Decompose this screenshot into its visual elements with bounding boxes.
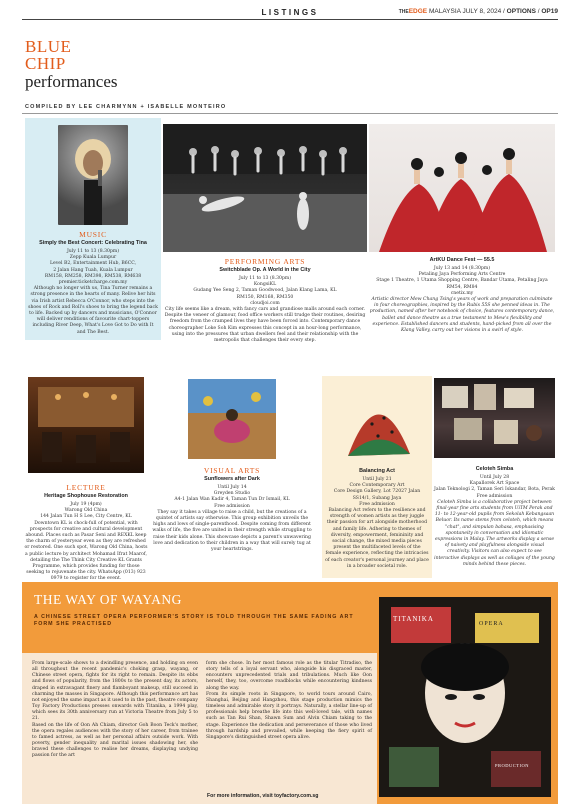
- music-category: MUSIC: [79, 230, 107, 239]
- visual-event: Sunflowers after Dark: [204, 476, 260, 482]
- title-line-2: CHIP: [25, 54, 66, 73]
- lecture-photo: [28, 377, 144, 473]
- wayang-column-1: From large-scale shows to a dwindling presence, and holding on even all throughout the recent pandemic's choking grasp, wayang, or Chinese street opera, fights for its right to remain. Despite its ebbs and flows of popularity, from the 1800s to the present day, its actors, draped in extravagant finery and flamboyant makeup, still succeed in charming the masses in Singapore. Although this performance art has not enjoyed the same impact as it used to in the past, theatre company Toy Factory Productions presses onwards with Titanika, a 1994 play, which sees its 30th anniversary run at Victoria Theatre from July 5 to 21. Based on the life of Oon Ah Chiam, director Goh Boon Teck's mother, the opera regales audiences with the story of her career, from trainee to famed actress, as well as her personal affairs outside work. With poverty, gender inequality and marital issues shadowing her, she braved these challenges to realise her dreams, displaying undying passion for the art: [32, 661, 198, 759]
- wayang-column-2: form she chose. In her most famous role as the titular Titradiso, the story tells of a loyal servant who, alongside his disgraced master, encounters unprecedented trials and tribulations. Much like Oon herself, they, too, overcome roadblocks while encountering kindness along the way. From its simple roots in Singapore, to world tours around Cairo, Shanghai, Beijing and Hangzhou, this stage production mimics the timeless and admirable story it portrays. Naturally, a stellar line-up of professionals help breathe life into this well-loved tale, with names such as Tan Rui Shan, Shawn Sum and Alvin Chiam taking to the stage. Experience the dedication and perseverance of those who lived through hardship and prevailed, while keeping the fiery spirit of Singapore's distinguished street opera alive.: [206, 661, 372, 740]
- performing-date: July 11 to 13 (8.30pm): [238, 276, 292, 281]
- artku-event: ArtKU Dance Fest — 55.5: [429, 257, 495, 263]
- balancing-details: [325, 477, 429, 570]
- music-price: RM158, RM258, RM398, RM538, RM638: [44, 273, 142, 279]
- visual-address: A4-1 Jalan Wan Kadir 4, Taman Tun Dr Ismail, KL: [174, 497, 290, 503]
- celoteh-event: Celoteh Simba: [475, 466, 514, 472]
- page-number: OP19: [541, 8, 558, 15]
- performing-site: cloudjoi.com: [250, 300, 280, 306]
- page-title: [25, 38, 71, 72]
- visual-venue: Greyden Studio: [213, 491, 251, 497]
- issue-date: JULY 8, 2024: [462, 8, 502, 15]
- poster-text-bottom: PRODUCTION: [495, 763, 530, 768]
- performing-price: RM150, RM168, RM350: [236, 294, 294, 300]
- credits-rule: [22, 113, 558, 114]
- lecture-description: Downtown KL is chock-full of potential, with prospects for creative and cultural development abound. Places such as Pasar Seni and REXKL keep the charm of yesteryear even as they are refreshed or restored. One such spot, Warong Old China, hosts a public lecture by architect Mohamad Ifrat Maarof, detailing the The Think City Creative KL Grants Programme, which provides funding for those seeking to rejuvenate the city. WhatsApp (013) 923 0979 to register for the event.: [24, 520, 148, 582]
- music-photo: [58, 125, 128, 225]
- performing-details: [163, 276, 367, 344]
- artku-price: RM54, RM84: [446, 284, 478, 290]
- celoteh-price: Free admission: [476, 493, 513, 499]
- celoteh-date: Until July 28: [479, 475, 510, 480]
- balancing-price: Free admission: [359, 501, 395, 507]
- performing-photo: [163, 124, 367, 252]
- artku-details: [369, 266, 555, 334]
- lecture-address: 144 Jalan Tun H S Lee, City Centre, KL: [40, 514, 132, 520]
- wayang-poster: [379, 597, 551, 797]
- visual-price: Free admission: [214, 503, 250, 509]
- artku-address: Stage 1 Theatre, 1 Utama Shopping Centre, Bandar Utama, Petaling Jaya: [376, 278, 548, 284]
- artku-photo: [369, 124, 555, 252]
- celoteh-details: [434, 475, 555, 568]
- lecture-category: LECTURE: [66, 483, 106, 492]
- artku-site: cnetix.my: [450, 290, 474, 296]
- celoteh-address: Jalan Teknologi 2, Taman Seri Iskandar, Bota, Perak: [434, 487, 555, 493]
- balancing-address: Core Design Gallery, Lot 72027 Jalan SS14/1, Subang Jaya: [333, 489, 421, 501]
- visual-details: [150, 485, 314, 553]
- poster-text-top: TITANIKA: [393, 615, 434, 623]
- balancing-date: Until July 21: [362, 477, 392, 482]
- music-address-1: Level B2, Entertainment Hub, B6CC,: [49, 261, 137, 267]
- performing-category: PERFORMING ARTS: [224, 257, 306, 266]
- performing-description: City life seems like a dream, with fancy cars and grandiose malls around each corner. Despite the veneer of glamour, food office workers still trudge their routines, desiring freedom from the cramped lives they have been forced into. Contemporary dance choreographer Loke Soh Kim expresses this concept in an hour-long performance, using into the pressures that urban dwellers feel and their relationship with the metropolis that challenges their every step.: [164, 307, 366, 344]
- wayang-more-info: For more information, visit toyfactory.com.sg: [207, 793, 319, 799]
- balancing-photo: [338, 384, 418, 464]
- music-event: Simply the Best Concert: Celebrating Tina: [39, 240, 147, 246]
- visual-photo: [188, 379, 276, 459]
- poster-text-mid: OPERA: [479, 621, 504, 627]
- music-details: [28, 249, 158, 336]
- brand-main: EDGE: [408, 8, 428, 15]
- header-rule: [22, 19, 558, 20]
- performing-address: Gudang Yee Seng 2, Taman Goodwood, Jalan Klang Lama, KL: [193, 288, 337, 294]
- section-right: OPTIONS: [506, 8, 536, 15]
- celoteh-venue: Kapallorek Art Space: [469, 481, 520, 487]
- brand-country: MALAYSIA: [428, 8, 461, 15]
- balancing-description: Balancing Act refers to the resilience and strength of women artists as they juggle their passion for art alongside motherhood and family life. Adhering to themes of diversity, empowerment, femininity and social change, the mixed media pieces present the multifaceted levels of the female experience, reflecting the intricacies of each creator's personal journey and place in a broader societal role.: [325, 508, 429, 569]
- brand-logo: [399, 8, 427, 15]
- visual-category: VISUAL ARTS: [203, 466, 261, 475]
- balancing-venue: Core Contemporary Art: [349, 483, 405, 489]
- music-site: premier.ticketcharge.com.my: [58, 280, 128, 286]
- page-title-sub: performances: [25, 72, 118, 91]
- artku-date: July 13 and 14 (8.30pm): [433, 266, 491, 271]
- artku-venue: Petaling Jaya Performing Arts Centre: [418, 272, 506, 278]
- wayang-title: THE WAY OF WAYANG: [34, 592, 182, 607]
- music-description: Although no longer with us, Tina Turner remains a strong presence in the hearts of many. Relive her hits via Irish artist Rebecca O'Connor, who steps into the shoes of Rock and Roll's shoes to bring the legend back to life. Backed up by dancers and musicians, O'Connor will deliver renditions of favourite chart-toppers including River Deep, What's Love Got to Do with It and The Best.: [28, 286, 158, 335]
- lecture-details: [24, 502, 148, 583]
- visual-description: They say it takes a village to raise a child, but the creations of a quintet of artists say otherwise. This group exhibition unveils the highs and lows of single-parenthood. Despite coming from different walks of life, the five are united in their strength while struggling to raise their kids alone. This showcase depicts a parent's unwavering love and dedication to their children in a way that will surely tug at your heartstrings.: [152, 509, 312, 553]
- performing-event: Switchblade Op. A World in the City: [219, 267, 311, 273]
- title-line-1: BLUE: [25, 37, 72, 56]
- lecture-venue: Warong Old China: [64, 508, 108, 514]
- brand-prefix: THE: [398, 9, 409, 15]
- page-header-meta: THEEDGE MALAYSIA JULY 8, 2024 / OPTIONS / OP19: [398, 8, 558, 15]
- balancing-event: Balancing Act: [359, 468, 395, 474]
- music-venue: Zepp Kuala Lumpur: [69, 255, 117, 261]
- music-address-2: 2 Jalan Hang Tuah, Kuala Lumpur: [53, 267, 133, 273]
- performing-venue: KongsiKL: [253, 282, 277, 288]
- celoteh-photo: [434, 378, 555, 458]
- artku-description: Artistic director Mew Chang Tsing's years of work and preparation culminate in four choreographies, inspired by the Rubis 55S she penned ideas in. The production, named after her notebook of choice, features contemporary dance, ballet and dance theatre as a true testament to Mew's flexibility and experience. Established dancers and students, hand-picked from all over the Klang Valley, carry out her visions in a swirl of style.: [369, 297, 555, 334]
- music-date: July 11 to 13 (8.30pm): [66, 249, 120, 254]
- wayang-subtitle: A CHINESE STREET OPERA PERFORMER'S STORY IS TOLD THROUGH THE SAME FADING ART FORM SHE PRACTISED: [34, 614, 354, 627]
- credits: COMPILED BY LEE CHARMYNN + ISABELLE MONTEIRO: [25, 104, 227, 110]
- celoteh-description: Celoteh Simba is a collaborative project between final-year fine arts students from UiTM Perak and 11- to 12-year-old pupils from Sekolah Kebangsaan Beluor. Its name stems from celoteh, which means "chat", and simpulan bahasa, emphasising spontaneity in conversation and idiomatic expressions in Malay. The artworks display a sense of naivety and playfulness alongside visual creativity. Visitors can also expect to see interactive displays as well as collages of the young minds behind these pieces.: [434, 499, 555, 567]
- lecture-date: July 19 (4pm): [70, 502, 102, 507]
- section-label: LISTINGS: [261, 8, 319, 17]
- visual-date: Until July 14: [217, 485, 247, 490]
- lecture-event: Heritage Shophouse Restoration: [44, 493, 128, 499]
